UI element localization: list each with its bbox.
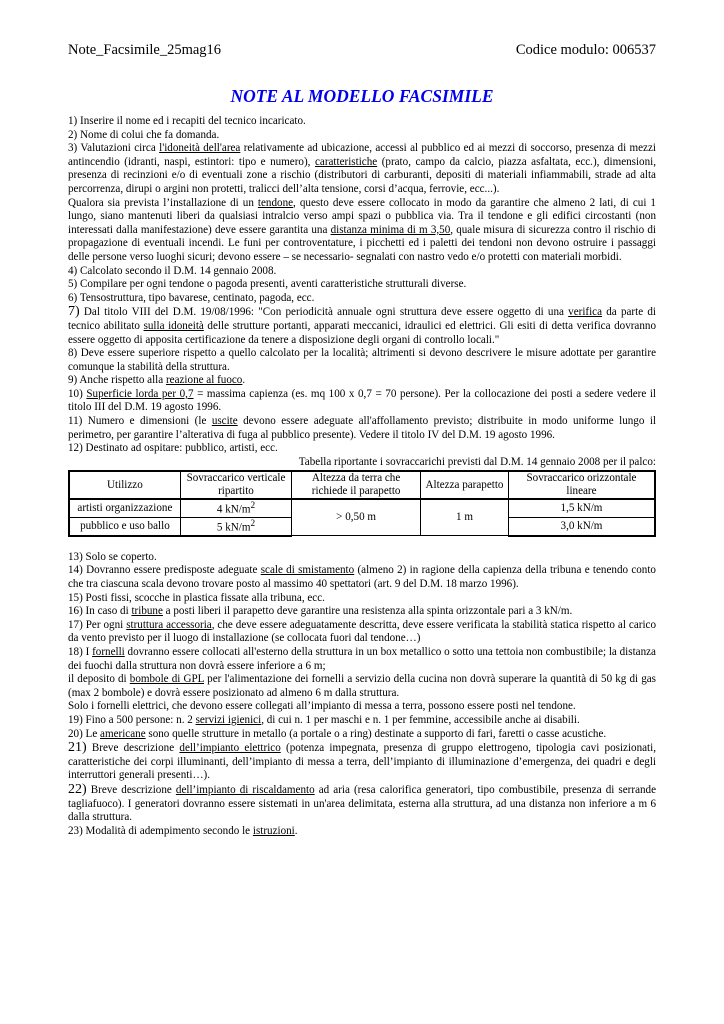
note-number: 22) (68, 781, 87, 797)
notes-bottom (68, 551, 656, 838)
note-paragraph: 6) Tensostruttura, tipo bavarese, centinato, pagoda, ecc. (68, 291, 315, 304)
note-paragraph: 3) Valutazioni circa l'idoneità dell'area relativamente ad ubicazione, accessi al pubblico ed ai mezzi di soccorso, presenza di mezzi antincendio (idranti, naspi, estintori: tipo e numero), caratteristiche (prato, campo da calcio, piazza asfaltata, ecc.), dimensioni, presenza di recinzioni e/o di eventuali zone a rischio (distributori di carburanti, depositi di materiali infiammabili, strade ad alta percorrenza, dirupi o argini non protetti, tralicci dell’alta tensione, corsi d’acqua, ferrovie, ecc...). (68, 142, 657, 195)
page-title: NOTE AL MODELLO FACSIMILE (230, 86, 494, 106)
superscript: 2 (250, 519, 256, 530)
notes-top (68, 115, 656, 456)
cell-ground-height: > 0,50 m (292, 499, 421, 535)
note-paragraph: 17) Per ogni struttura accessoria, che deve essere adeguatamente descritta, deve essere verificata la stabilità statica rispetto al carico da vento previsto per il luogo di installazione (se collocata fuori dal tendone…) (68, 618, 656, 645)
vertical-load-value: 4 kN/m (216, 504, 251, 517)
underlined-text: Superficie lorda per 0,7 (86, 387, 194, 400)
note-paragraph: Solo i fornelli elettrici, che devono essere collegati all’impianto di messa a terra, possono essere posti nel tendone. (68, 700, 576, 713)
underlined-text: scale di smistamento (260, 564, 355, 577)
note-paragraph: 5) Compilare per ogni tendone o pagoda presenti, aventi caratteristiche strutturali diverse. (68, 278, 467, 291)
underlined-text: uscite (211, 415, 238, 428)
underlined-text: americane (100, 727, 146, 740)
header-filename: Note_Facsimile_25mag16 (68, 42, 222, 58)
underlined-text: caratteristiche (314, 155, 378, 168)
note-paragraph: 12) Destinato ad ospitare: pubblico, artisti, ecc. (68, 442, 278, 455)
note-paragraph: 8) Deve essere superiore rispetto a quello calcolato per la località; altrimenti si devono descrivere le misure adottate per garantire comunque la stabilità della struttura. (68, 347, 656, 373)
note-paragraph: 1) Inserire il nome ed i recapiti del tecnico incaricato. (68, 115, 306, 127)
note-paragraph: il deposito di bombole di GPL per l'alimentazione dei fornelli a servizio della cucina non dovrà superare la quantità di 50 kg di gas (max 2 bombole) e dovrà essere posizionato ad almeno 6 m dalla struttura. (68, 673, 657, 699)
table-caption: Tabella riportante i sovraccarichi previsti dal D.M. 14 gennaio 2008 per il palco: (298, 455, 656, 468)
header-cell: Sovraccarico orizzontale lineare (508, 471, 655, 499)
vertical-load-value: 5 kN/m (216, 521, 251, 534)
note-number: 7) (68, 304, 80, 320)
note-paragraph: 15) Posti fissi, scocche in plastica fissate alla tribuna, ecc. (68, 591, 325, 604)
underlined-text: istruzioni (252, 824, 295, 837)
note-paragraph: 14) Dovranno essere predisposte adeguate scale di smistamento (almeno 2) in ragione della capienza della tribuna e tenendo conto che tra ciascuna scala devono trovare posto al massimo 40 spettatori (art. 9 del D.M. 18 marzo 1996). (68, 564, 656, 590)
superscript: 2 (250, 501, 256, 512)
underlined-text: dell’impianto di riscaldamento (175, 783, 315, 796)
cell-horizontal-load: 1,5 kN/m (508, 499, 655, 517)
note-paragraph: 10) Superficie lorda per 0,7 = massima capienza (es. mq 100 x 0,7 = 70 persone). Per la collocazione dei posti a sedere vedere il titolo III del D.M. 19 agosto 1996. (68, 387, 656, 414)
note-paragraph: 22) Breve descrizione dell’impianto di riscaldamento ad aria (resa calorifica generatori, tipo combustibile, presenza di serrande tagliafuoco). I generatori dovranno essere sistemati in un'area delimitata, esterna alla struttura, ad una distanza non inferiore a m 6 dalla struttura. (68, 781, 657, 824)
underlined-text: bombole di GPL (129, 673, 205, 686)
underlined-text: dell’impianto elettrico (179, 742, 281, 755)
note-paragraph: 18) I fornelli dovranno essere collocati all'esterno della struttura in un box metallico o sotto una tettoia non combustibile; la distanza dei fuochi dalla struttura non dovrà essere inferiore a 6 m; (68, 645, 656, 672)
underlined-text: tribune (131, 605, 163, 618)
header-cell: Sovraccarico verticale ripartito (180, 471, 291, 499)
cell-utilizzo: artisti organizzazione (69, 499, 180, 517)
note-paragraph: 2) Nome di colui che fa domanda. (68, 128, 220, 141)
note-paragraph: 9) Anche rispetto alla reazione al fuoco. (68, 374, 246, 387)
underlined-text: tendone (257, 196, 294, 209)
note-number: 21) (68, 740, 87, 756)
underlined-text: reazione al fuoco (165, 374, 243, 387)
cell-horizontal-load: 3,0 kN/m (508, 518, 655, 536)
overload-table (68, 470, 656, 536)
cell-utilizzo: pubblico e uso ballo (69, 518, 180, 536)
note-paragraph: 11) Numero e dimensioni (le uscite devono essere adeguate all'affollamento previsto; distribuite in modo uniforme lungo il perimetro, per garantire l’alterativa di fuga al pubblico presente). Vedere il titolo IV del D.M. 19 agosto 1996. (68, 415, 656, 441)
note-paragraph: 7) Dal titolo VIII del D.M. 19/08/1996: "Con periodicità annuale ogni struttura deve essere oggetto di una verifica da parte di tecnico abilitato sulla idoneità delle strutture portanti, apparati meccanici, idraulici ed elettrici. Gli esiti di detta verifica dovranno essere oggetto di apposita certificazione da tenere a disposizione degli organi di controllo locali." (68, 304, 656, 346)
note-paragraph: 19) Fino a 500 persone: n. 2 servizi igienici, di cui n. 1 per maschi e n. 1 per femmine, accessibile anche ai disabili. (68, 713, 580, 726)
note-paragraph: 16) In caso di tribune a posti liberi il parapetto deve garantire una resistenza alla spinta orizzontale pari a 3 kN/m. (68, 605, 573, 618)
note-paragraph: 4) Calcolato secondo il D.M. 14 gennaio 2008. (68, 264, 277, 277)
underlined-text: distanza minima di m 3,50 (330, 223, 451, 236)
underlined-text: sulla idoneità (143, 319, 204, 332)
underlined-text: verifica (568, 306, 603, 319)
header-cell: Altezza da terra che richiede il parapetto (292, 471, 421, 499)
cell-vertical-load (180, 518, 291, 536)
underlined-text: struttura accessoria (126, 618, 212, 631)
header-cell: Utilizzo (69, 471, 180, 499)
note-paragraph: 13) Solo se coperto. (68, 550, 157, 563)
cell-vertical-load (180, 499, 291, 517)
header-module-code: Codice modulo: 006537 (515, 42, 656, 58)
note-paragraph: 21) Breve descrizione dell’impianto elettrico (potenza impegnata, presenza di gruppo elettrogeno, tipologia cavi posizionati, caratteristiche dei corpi illuminanti, dell’impianto di messa a terra, dell’impianto di illuminazione d’emergenza, dei quadri e degli interruttori generali presenti…). (68, 740, 656, 782)
page-header (68, 42, 656, 62)
underlined-text: servizi igienici (195, 713, 262, 726)
underlined-text: l'idoneità dell'area (159, 142, 241, 155)
note-paragraph: 20) Le americane sono quelle strutture in metallo (a portale o a ring) destinate a supporto di fari, faretti o casse acustiche. (68, 727, 607, 740)
cell-parapet-height: 1 m (421, 499, 509, 535)
table-header-row (69, 471, 655, 499)
underlined-text: fornelli (92, 645, 125, 658)
note-paragraph: 23) Modalità di adempimento secondo le istruzioni. (68, 824, 298, 837)
note-paragraph: Qualora sia prevista l’installazione di un tendone, questo deve essere collocato in modo da garantire che almeno 2 lati, di cui 1 lungo, siano mantenuti liberi da qualsiasi intralcio verso ampi spazi o pubblica via. Tra il tendone e gli edifici circostanti (non interessati dalla manifestazione) deve essere garantita una distanza minima di m 3,50, quale misura di sicurezza contro il rischio di propagazione di eventuali incendi. Le funi per controventature, i picchetti ed i paletti dei tendoni non devono ostruire i passaggi delle persone verso luoghi sicuri; devono essere – se necessario- segnalati con nastro vedo e/o protetti con materiali morbidi. (68, 196, 656, 263)
header-cell: Altezza parapetto (421, 471, 509, 499)
table-row (69, 499, 655, 517)
